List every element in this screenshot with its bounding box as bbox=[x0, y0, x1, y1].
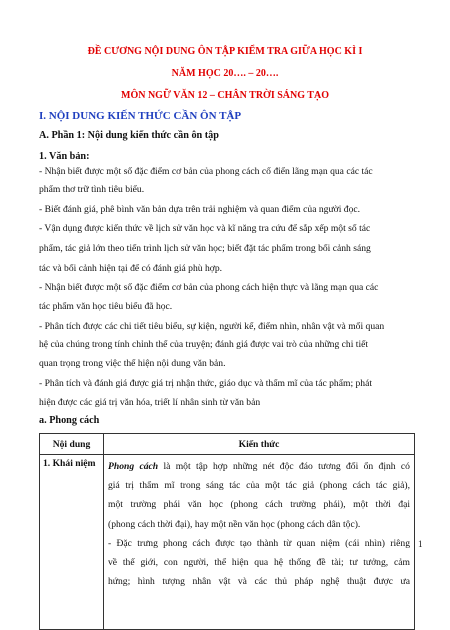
row-content bbox=[104, 455, 415, 630]
item-heading: 1. Văn bản: bbox=[39, 151, 90, 162]
body-line: phẩm, tác giả lớn theo tiến trình lịch sử văn học; biết đặt tác phẩm trong bối cảnh sáng bbox=[39, 243, 371, 254]
page-number: 1 bbox=[418, 539, 423, 549]
cell-line: một trường phái văn học (phong cách trường phái), một thời đại bbox=[108, 499, 410, 511]
cell-line: giá trị thẩm mĩ trong sáng tác của một tác giả (phong cách tác giả), bbox=[108, 480, 410, 492]
cell-line: (phong cách thời đại), hay một nền văn học (phong cách dân tộc). bbox=[108, 518, 361, 530]
column-header: Nội dung bbox=[40, 434, 104, 455]
part-heading: A. Phần 1: Nội dung kiến thức cần ôn tập bbox=[39, 130, 219, 141]
body-line: - Phân tích và đánh giá được giá trị nhận thức, giáo dục và thẩm mĩ của tác phẩm; phát bbox=[39, 378, 373, 389]
cell-line: Phong cách là một tập hợp những nét độc đáo tương đối ổn định có bbox=[108, 461, 410, 472]
doc-title-line-3: MÔN NGỮ VĂN 12 – CHÂN TRỜI SÁNG TẠO bbox=[121, 90, 329, 101]
doc-title-line-1: ĐỀ CƯƠNG NỘI DUNG ÔN TẬP KIỂM TRA GIỮA HỌC KÌ I bbox=[87, 46, 363, 57]
row-label: 1. Khái niệm bbox=[40, 455, 104, 630]
body-line: - Nhận biết được một số đặc điểm cơ bản của phong cách hiện thực và lãng mạn qua các bbox=[39, 282, 379, 293]
knowledge-table bbox=[39, 433, 415, 630]
section-heading: I. NỘI DUNG KIẾN THỨC CẦN ÔN TẬP bbox=[39, 110, 242, 122]
body-line: quan trọng trong việc thể hiện nội dung văn bản. bbox=[39, 358, 226, 369]
column-header: Kiến thức bbox=[104, 434, 415, 455]
body-line: tác phẩm văn học tiêu biểu đã học. bbox=[39, 301, 173, 312]
subsection-heading: a. Phong cách bbox=[39, 415, 100, 426]
body-line: - Vận dụng được kiến thức về lịch sử văn học và kĩ năng tra cứu để sắp xếp một số tác bbox=[39, 223, 371, 234]
body-line: - Biết đánh giá, phê bình văn bản dựa trên trải nghiệm và quan điểm của người đọc. bbox=[39, 204, 361, 215]
cell-line: về thế giới, con người, thể hiện qua hệ thống đề tài; tư tưởng, cảm bbox=[108, 557, 410, 569]
body-line: - Phân tích được các chi tiết tiêu biểu, sự kiện, người kể, điểm nhìn, nhân vật và mối quan bbox=[39, 321, 385, 332]
body-line: hiện được các giá trị văn hóa, triết lí nhân sinh từ văn bản bbox=[39, 397, 261, 408]
doc-title-line-2: NĂM HỌC 20…. – 20…. bbox=[171, 68, 279, 79]
body-line: hệ của chúng trong tính chỉnh thể của truyện; đánh giá được vai trò của những chi tiết bbox=[39, 339, 369, 350]
body-line: phẩm thơ trữ tình tiêu biểu. bbox=[39, 184, 145, 195]
body-line: - Nhận biết được một số đặc điểm cơ bản của phong cách cổ điển lãng mạn qua các tác bbox=[39, 166, 373, 177]
cell-line: hứng; hình tượng nhân vật và các thủ pháp nghệ thuật được ưa bbox=[108, 576, 410, 588]
body-line: tác và bối cảnh hiện tại để có đánh giá phù hợp. bbox=[39, 263, 223, 274]
cell-line: - Đặc trưng phong cách được tạo thành từ quan niệm (cái nhìn) riêng bbox=[108, 537, 410, 549]
term-highlight: Phong cách bbox=[108, 461, 159, 472]
table-header-row bbox=[40, 434, 415, 455]
table-row bbox=[40, 455, 415, 630]
